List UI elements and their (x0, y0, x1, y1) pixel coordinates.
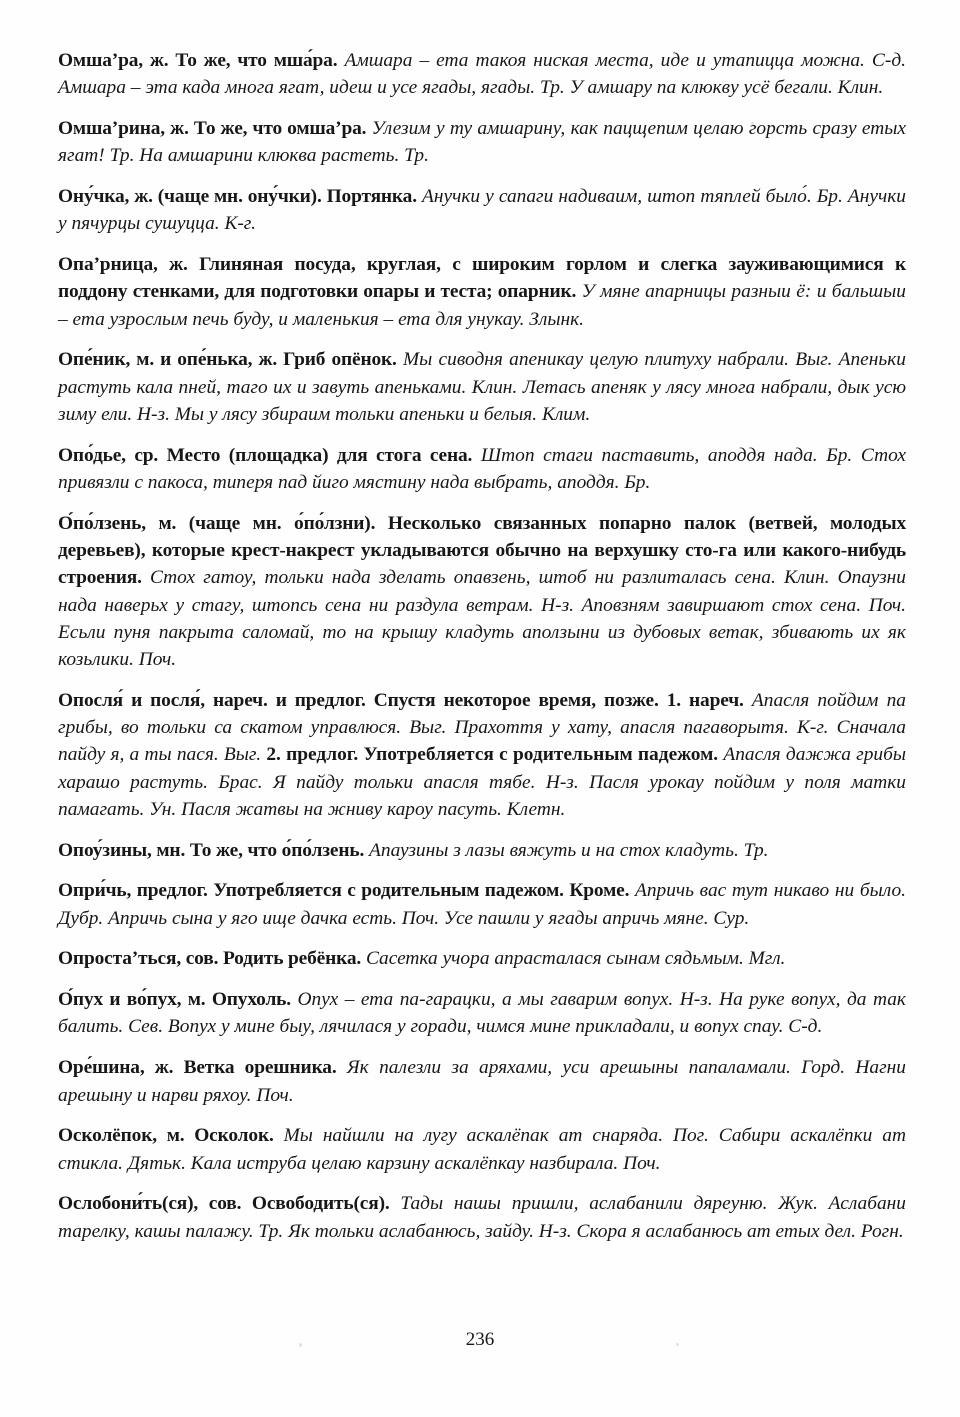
entry-headword: О́пух и во́пух, м. Опухоль. (58, 989, 291, 1011)
entry-headword: Ону́чка, ж. (чаще мн. ону́чки). Портянка. (58, 186, 417, 208)
dictionary-entry (58, 1122, 906, 1177)
entry-examples: Штоп стаги паставить, аподдя нада. Бр. Стох привязли с пакоса, типеря пад йиго мястину нада выбрать, аподдя. Бр. (58, 444, 906, 493)
entry-headword: Оре́шина, ж. Ветка орешника. (58, 1057, 337, 1079)
entry-headword: Опо́дье, ср. Место (площадка) для стога сена. (58, 444, 473, 466)
entry-headword: Опе́ник, м. и опе́нька, ж. Гриб опёнок. (58, 349, 397, 371)
dictionary-entry (58, 1054, 906, 1109)
dictionary-entry (58, 442, 906, 497)
entry-examples: Як палезли за аряхами, уси арешыны папаламали. Горд. Нагни арешыну и нарви ряхоу. Поч. (58, 1057, 906, 1106)
entry-examples: Мы сиводня апеникау целую плитуху набрали. Выг. Апеньки растуть кала пней, таго их и завуть апеньками. Клин. Летась апеняк у лясу многа набрали, дык усю зиму ели. Н-з. Мы у лясу збираим тольки апеньки и белыя. Клим. (58, 349, 906, 425)
dictionary-entry (58, 1190, 906, 1245)
dictionary-entry (58, 183, 906, 238)
entry-headword-sense-2: 2. предлог. Употребляется с родительным падежом. (266, 744, 719, 766)
entry-headword: Опри́чь, предлог. Употребляется с родительным падежом. Кроме. (58, 880, 630, 902)
dictionary-entry (58, 47, 906, 102)
entry-headword: Омша’рина, ж. То же, что омша’ра. (58, 118, 367, 140)
entry-examples: У мяне апарницы разныи ё: и бальшыи – ета узрослым печь буду, и маленькия – ета для унукау. Злынк. (58, 281, 906, 330)
entry-examples: Стох гатоу, тольки нада зделать опавзень, штоб ни разлиталась сена. Клин. Опаузни нада наверьх у стагу, штопсь сена ни раздула ветрам. Н-з. Аповзням завиршают стох сена. Поч. Есьли пуня пакрыта саломай, то на крышу кладуть аползыни из дубовых ветак, збивають их як козьлики. Поч. (58, 567, 906, 671)
entry-headword: Опосля́ и посля́, нареч. и предлог. Спустя некоторое время, позже. 1. нареч. (58, 689, 744, 711)
dictionary-entry (58, 945, 906, 972)
entry-headword: Ослобони́ть(ся), сов. Освободить(ся). (58, 1193, 390, 1215)
entry-examples: Амшара – ета такоя ниская места, иде и утапицца можна. С-д. Амшара – эта када многа ягат, идеш и усе ягады, ягады. Тр. У амшару па клюкву усё бегали. Клин. (58, 50, 906, 99)
entry-examples: Опух – ета па-гарацки, а мы гаварим вопух. Н-з. На руке вопух, да так балить. Сев. Вопух у мине быу, лячилася у горади, чимся мине прикладали, и вопух спау. С-д. (58, 989, 906, 1038)
entry-examples: Сасетка учора апрасталася сынам сядьмым. Мгл. (365, 948, 786, 970)
dictionary-entry (58, 837, 906, 864)
entry-headword: О́по́лзень, м. (чаще мн. о́по́лзни). Несколько связанных попарно палок (ветвей, молодых деревьев), которые крест-накрест укладываются обычно на верхушку сто-га или какого-нибудь строения. (58, 512, 906, 589)
entry-headword: Омша’ра, ж. То же, что мша́ра. (58, 50, 338, 71)
page-number: 236 (465, 1329, 495, 1350)
dictionary-entry (58, 510, 906, 674)
entry-examples: Апасля пойдим па грибы, во тольки са скатом управлюся. Выг. Прахоття у хату, апасля пагаворытя. К-г. Сначала пайду я, а ты пася. Выг. (58, 689, 906, 766)
dictionary-entry (58, 346, 906, 428)
entry-examples-sense-2: Апасля дажжа грибы харашо растуть. Брас. Я пайду тольки апасля тябе. Н-з. Пасля урокау пойдим у поля матки памагать. Ун. Пасля жатвы на жниву кароу пасуть. Клетн. (58, 744, 906, 820)
dictionary-entry (58, 251, 906, 333)
dictionary-entry (58, 877, 906, 932)
entry-headword: Опоу́зины, мн. То же, что о́по́лзень. (58, 839, 365, 861)
entry-examples: Тады нашы пришли, аслабанили дяреуню. Жук. Аслабани тарелку, кашы палажу. Тр. Як тольки аслабанюсь, зайду. Н-з. Скора я аслабанюсь ат етых дел. Рогн. (58, 1193, 906, 1242)
dictionary-entry (58, 115, 906, 170)
entry-headword: Опа’рница, ж. Глиняная посуда, круглая, с широким горлом и слегка зауживающимися к поддону стенками, для подготовки опары и теста; опарник. (58, 254, 906, 303)
entry-headword: Осколёпок, м. Осколок. (58, 1125, 274, 1147)
entry-examples: Анучки у сапаги надиваим, штоп тяплей было́. Бр. Анучки у пячурцы сушуцца. К-г. (58, 186, 906, 235)
entry-examples: Апаузины з лазы вяжуть и на стох кладуть. Тр. (369, 839, 769, 861)
entry-examples: Мы найшли на лугу аскалёпак ат снаряда. Пог. Сабири аскалёпки ат стикла. Дятьк. Кала иструба целаю карзину аскалёпкау назбирала. Поч. (58, 1125, 906, 1174)
dictionary-entry-list (58, 47, 906, 1245)
dictionary-entry (58, 986, 906, 1041)
dictionary-entry (58, 687, 906, 823)
entry-examples: Апричь вас тут никаво ни было. Дубр. Апричь сына у яго ище дачка есть. Поч. Усе пашли у ягады апричь мяне. Сур. (58, 880, 906, 929)
entry-headword: Опроста’ться, сов. Родить ребёнка. (58, 948, 362, 970)
entry-examples: Улезим у ту амшарину, как пацщепим целаю горсть сразу етых ягат! Тр. На амшарини клюква растеть. Тр. (58, 118, 906, 167)
